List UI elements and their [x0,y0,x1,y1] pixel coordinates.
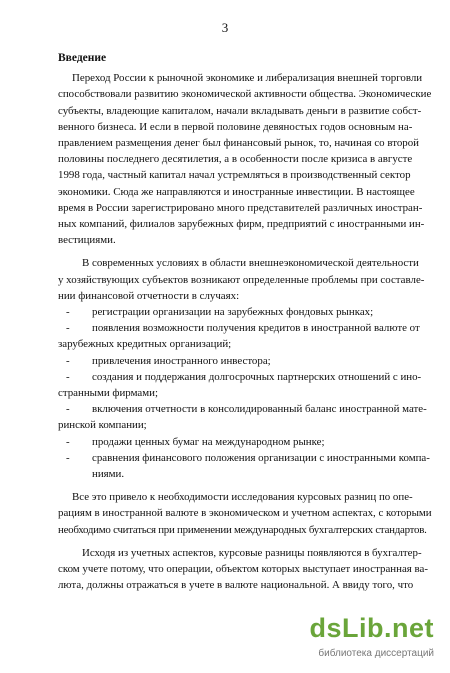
watermark-subtitle: библиотека диссертаций [318,648,434,659]
bullet-dash: - [66,435,70,448]
text-line: половины последнего десятилетия, а в особенности после кризиса в августе [58,153,413,166]
text-line: нии финансовой отчетности в случаях: [58,289,240,302]
text-line: Все это привело к необходимости исследования курсовых разниц по опе- [72,491,413,504]
text-line: зарубежных кредитных организаций; [58,338,232,351]
text-line: экономики. Сюда же направляются и иностранные инвестиции. В настоящее [58,185,415,198]
list-item [58,369,422,401]
bullet-dash: - [66,370,70,383]
text-line: необходимо считаться при применении международных бухгалтерских стандартов. [58,523,427,536]
text-line: привлечения иностранного инвестора; [92,354,271,367]
text-line: ных компаний, филиалов зарубежных фирм, предприятий с иностранными ин- [58,218,425,231]
list-item [58,320,420,352]
list-item [58,401,427,433]
text-line: ском учете потому, что операции, объектом которых выступает иностранная ва- [58,563,428,576]
text-line: ринской компании; [58,419,147,432]
bullet-dash: - [66,306,70,319]
section-heading: Введение [58,52,107,64]
paragraph-intro [58,70,432,248]
bullet-dash: - [66,403,70,416]
paragraph-conditions [58,255,425,304]
bullet-list [58,304,430,482]
document-body [58,50,432,594]
text-line: В современных условиях в области внешнеэкономической деятельности [82,257,419,270]
list-item [58,353,410,369]
text-line: ниями. [92,468,125,481]
list-item [58,304,410,320]
text-line: сравнения финансового положения организации с иностранными компа- [92,451,430,464]
text-line: способствовали развитию экономической активности общества. Экономические [58,88,432,101]
text-line: рациям в иностранной валюте в экономическом и учетном аспектах, с которыми [58,507,432,520]
text-line: у хозяйствующих субъектов возникают определенные проблемы при составле- [58,273,425,286]
dslib-watermark [286,613,436,661]
text-line: правлением размещения денег был финансовый рынок, то, начиная со второй [58,137,420,150]
list-item [58,434,410,450]
text-line: люта, должны отражаться в учете в валюте национальной. А ввиду того, что [58,579,414,592]
bullet-dash: - [66,354,70,367]
text-line: субъекты, владеющие капиталом, начали вкладывать деньги в развитие собст- [58,104,422,117]
text-line: время в России зарегистрировано много представителей различных иностран- [58,201,423,214]
text-line: венного бизнеса. И если в первой половине девяностых годов основным на- [58,120,413,133]
text-line: Переход России к рыночной экономике и либерализация внешней торговли [72,72,423,85]
page-number: 3 [221,20,229,35]
bullet-dash: - [66,322,70,335]
bullet-dash: - [66,451,70,464]
text-line: Исходя из учетных аспектов, курсовые разницы появляются в бухгалтер- [82,546,422,559]
paragraph-accounting-aspects [58,545,428,594]
text-line: включения отчетности в консолидированный баланс иностранной мате- [92,403,427,416]
list-item [58,450,430,482]
watermark-logo: dsLib.net [309,613,434,643]
paragraph-exchange-differences [58,489,432,538]
text-line: вестициями. [58,234,116,247]
text-line: создания и поддержания долгосрочных партнерских отношений с ино- [92,370,422,383]
text-line: 1998 года, частный капитал начал устремляться в производственный сектор [58,169,411,182]
text-line: продажи ценных бумаг на международном рынке; [92,435,325,448]
text-line: появления возможности получения кредитов в иностранной валюте от [92,322,420,335]
text-line: странными фирмами; [58,387,158,400]
text-line: регистрации организации на зарубежных фондовых рынках; [92,306,374,319]
